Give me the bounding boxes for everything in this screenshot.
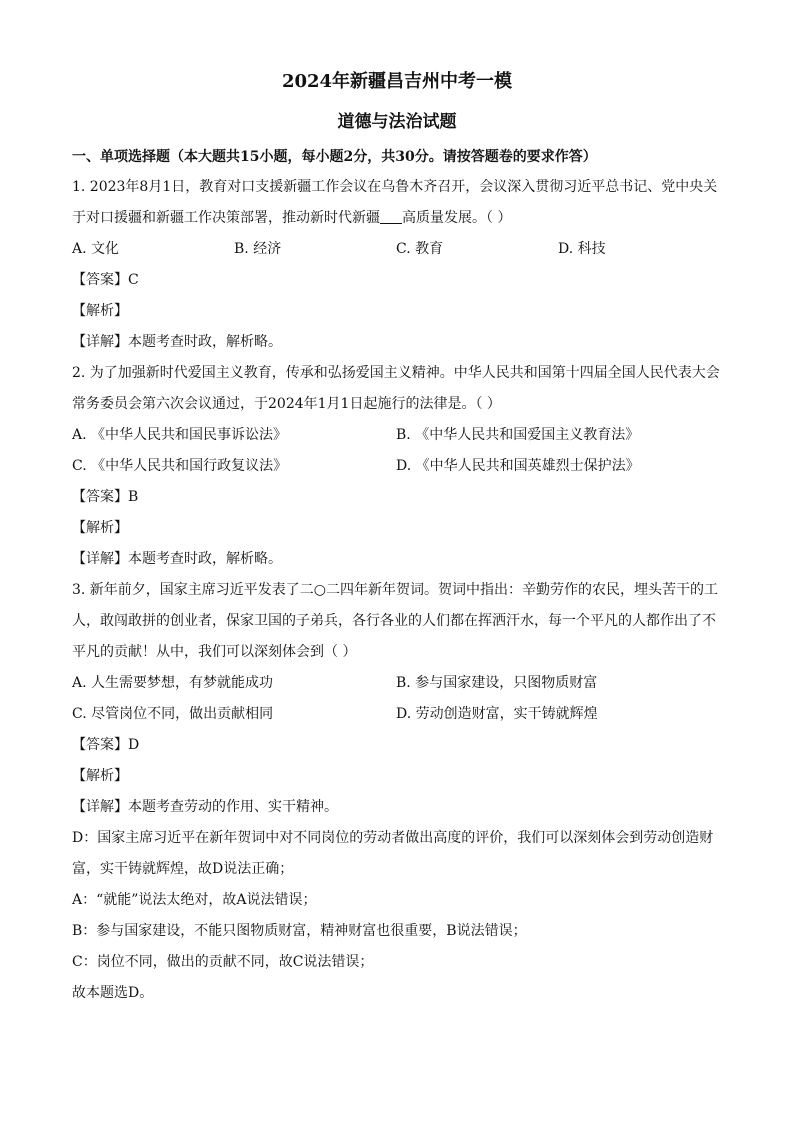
question-stem-line: 2. 为了加强新时代爱国主义教育，传承和弘扬爱国主义精神。中华人民共和国第十四届全国人民代表大会: [72, 365, 720, 381]
option-c: C. 尽管岗位不同，做出贡献相同: [72, 706, 274, 722]
document-page: [72, 64, 722, 1009]
options-row: [72, 699, 722, 730]
detail-line: D：国家主席习近平在新年贺词中对不同岗位的劳动者做出高度的评价，我们可以深刻体会到劳动创造财: [72, 830, 714, 846]
section-heading: 一、单项选择题（本大题共15小题，每小题2分，共30分。请按答题卷的要求作答）: [72, 149, 597, 165]
options-row: [72, 451, 722, 482]
stem-text: 于对口援疆和新疆工作决策部署，推动新时代新疆: [72, 210, 380, 226]
options: [72, 234, 722, 265]
analysis-label: 【解析】: [72, 520, 128, 536]
answer: 【答案】B: [72, 489, 139, 505]
question-stem-line: 人，敢闯敢拼的创业者，保家卫国的子弟兵，各行各业的人们都在挥洒汗水，每一个平凡的人都作出了不: [72, 613, 716, 629]
detail-line: 【详解】本题考查时政，解析略。: [72, 334, 282, 350]
analysis-label: 【解析】: [72, 303, 128, 319]
question-stem-line: 常务委员会第六次会议通过，于2024年1月1日起施行的法律是。（ ）: [72, 396, 501, 412]
fill-blank: [380, 209, 402, 224]
options-row: [72, 668, 722, 699]
question-stem-line: [72, 203, 722, 234]
question-stem-line: 平凡的贡献！从中，我们可以深刻体会到（ ）: [72, 644, 357, 660]
detail-line: C：岗位不同，做出的贡献不同，故C说法错误；: [72, 954, 374, 970]
option-c: C. 《中华人民共和国行政复议法》: [72, 458, 288, 474]
detail-line: A：“就能”说法太绝对，故A说法错误；: [72, 892, 317, 908]
answer: 【答案】C: [72, 272, 139, 288]
option-b: B. 经济: [234, 241, 282, 257]
option-b: B. 《中华人民共和国爱国主义教育法》: [396, 427, 640, 443]
option-d: D. 科技: [558, 241, 606, 257]
option-a: A. 《中华人民共和国民事诉讼法》: [72, 427, 288, 443]
question-2: [72, 358, 722, 575]
options-row: [72, 420, 722, 451]
stem-tail: 高质量发展。（ ）: [402, 210, 512, 226]
doc-subtitle: 道德与法治试题: [337, 112, 457, 132]
option-a: A. 人生需要梦想，有梦就能成功: [72, 675, 274, 691]
option-d: D. 《中华人民共和国英雄烈士保护法》: [396, 458, 640, 474]
detail-line: 故本题选D。: [72, 985, 154, 1001]
question-1: [72, 172, 722, 358]
option-d: D. 劳动创造财富，实干铸就辉煌: [396, 706, 598, 722]
question-stem-line: 1. 2023年8月1日，教育对口支援新疆工作会议在乌鲁木齐召开，会议深入贯彻习近平总书记、党中央关: [72, 179, 718, 195]
detail-line: 【详解】本题考查劳动的作用、实干精神。: [72, 799, 338, 815]
option-c: C. 教育: [396, 241, 444, 257]
option-a: A. 文化: [72, 241, 120, 257]
doc-title: 2024年新疆昌吉州中考一模: [281, 71, 513, 92]
detail-line: B：参与国家建设，不能只图物质财富，精神财富也很重要，B说法错误；: [72, 923, 527, 939]
analysis-label: 【解析】: [72, 768, 128, 784]
option-b: B. 参与国家建设，只图物质财富: [396, 675, 598, 691]
question-3: [72, 575, 722, 1009]
answer: 【答案】D: [72, 737, 140, 753]
question-stem-line: 3. 新年前夕，国家主席习近平发表了二○二四年新年贺词。贺词中指出：辛勤劳作的农民，埋头苦干的工: [72, 582, 719, 598]
detail-line: 富，实干铸就辉煌，故D说法正确；: [72, 861, 294, 877]
detail-line: 【详解】本题考查时政，解析略。: [72, 551, 282, 567]
